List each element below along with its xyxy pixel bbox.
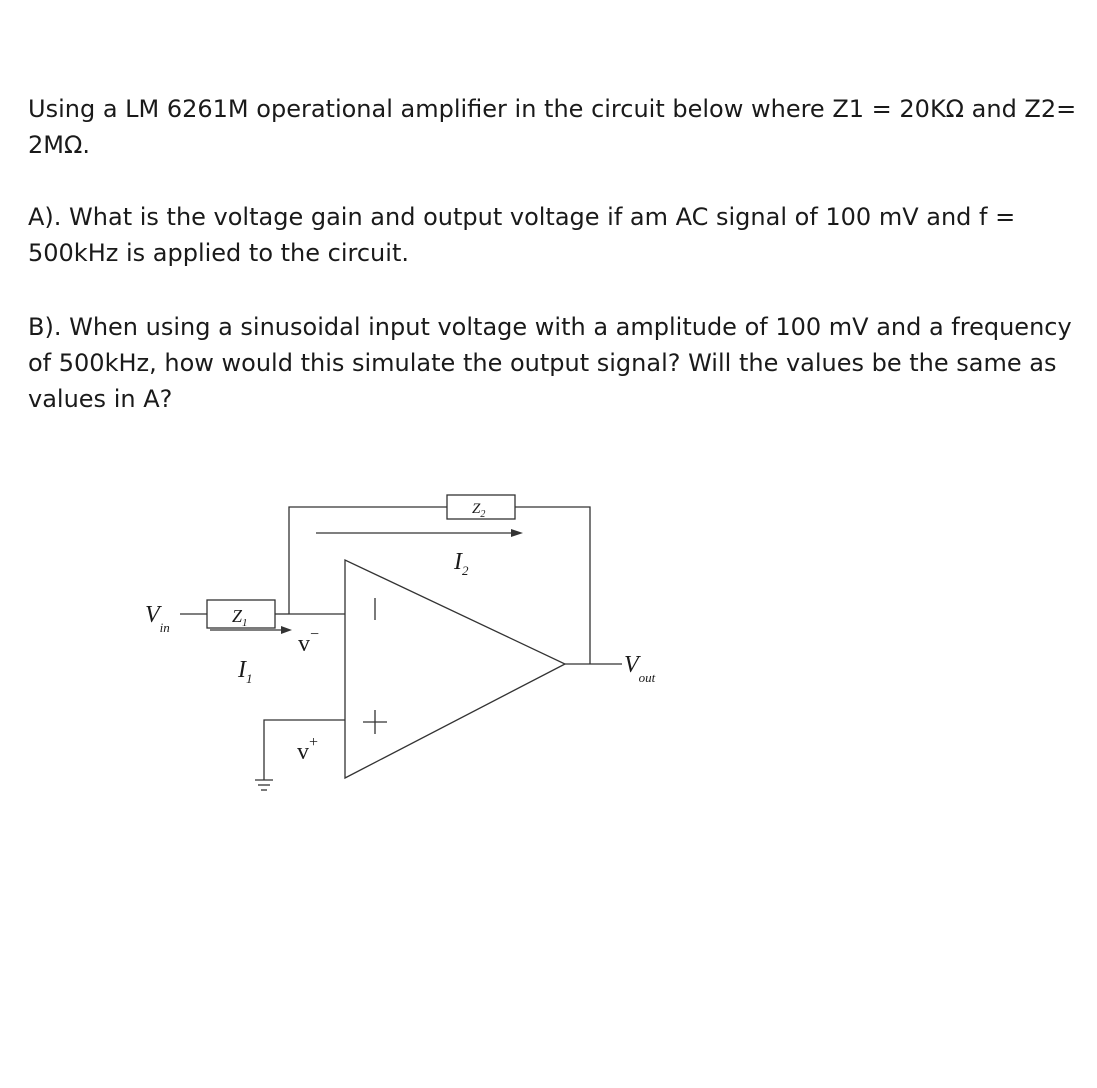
i2-arrowhead xyxy=(511,529,523,537)
i1-arrowhead xyxy=(281,626,292,634)
i2-subscript: 2 xyxy=(462,563,469,578)
question-part-a: A). What is the voltage gain and output voltage if am AC signal of 100 mV and f = 500kHz is applied to the circuit. xyxy=(28,203,1016,267)
vplus-label: v xyxy=(297,739,309,765)
vout-label: V xyxy=(624,652,639,678)
svg-text:v− xyxy=(298,626,319,657)
vplus-superscript: + xyxy=(309,734,319,751)
z2-subscript: 2 xyxy=(480,509,486,520)
svg-text:I1 xyxy=(237,657,253,686)
i2-label: I xyxy=(454,549,462,575)
z1-subscript: 1 xyxy=(242,617,248,629)
feedback-wire-right xyxy=(515,507,590,664)
vout-subscript: out xyxy=(638,670,656,685)
feedback-wire-left xyxy=(289,507,447,614)
vin-label: V xyxy=(145,602,160,628)
vminus-superscript: − xyxy=(310,626,320,643)
svg-text:Z1 xyxy=(232,606,248,629)
svg-text:Z2 xyxy=(472,501,485,520)
i1-subscript: 1 xyxy=(246,671,253,686)
vin-subscript: in xyxy=(159,620,170,635)
i1-label: I xyxy=(238,657,246,683)
svg-text:Vout xyxy=(624,652,656,685)
svg-text:v+ xyxy=(297,734,318,765)
opamp-triangle xyxy=(345,560,565,778)
question-part-b: B). When using a sinusoidal input voltage with a amplitude of 100 mV and a frequency of 500kHz, how would this simulate the output signal? Will the values be the same as values in A? xyxy=(28,313,1072,413)
svg-text:I2 xyxy=(453,549,469,578)
z1-label: Z xyxy=(232,606,243,626)
question-intro: Using a LM 6261M operational amplifier in the circuit below where Z1 = 20KΩ and Z2= 2MΩ. xyxy=(28,95,1077,159)
vminus-label: v xyxy=(298,631,310,657)
svg-text:Vin xyxy=(145,602,170,635)
z2-label: Z xyxy=(472,501,481,517)
